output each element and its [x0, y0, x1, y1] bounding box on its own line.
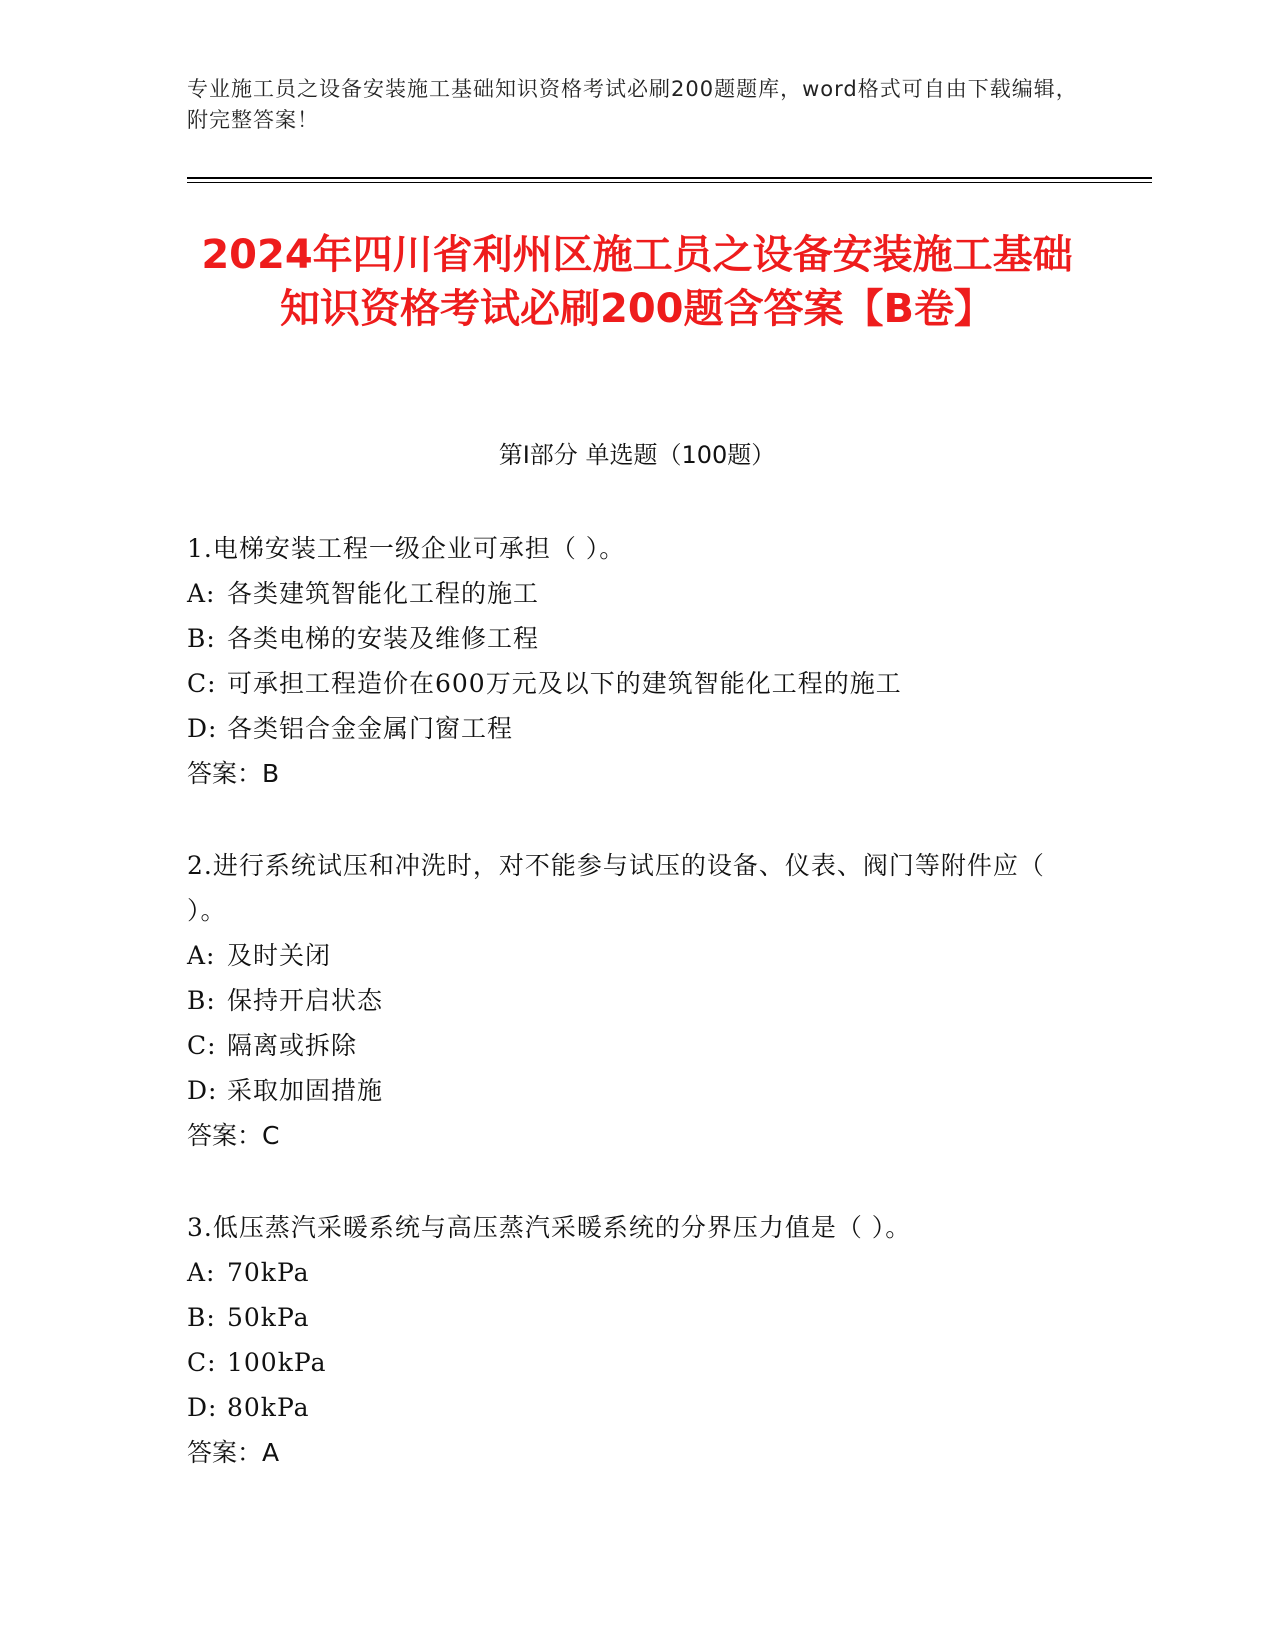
- option-key: A:: [187, 941, 216, 970]
- option-text: 各类建筑智能化工程的施工: [227, 579, 540, 608]
- option-text: 70kPa: [227, 1258, 310, 1287]
- question-2: [187, 843, 1067, 1158]
- option-text: 及时关闭: [227, 941, 332, 970]
- section-title: 第Ⅰ部分 单选题（100题）: [498, 441, 776, 469]
- option-text: 80kPa: [227, 1393, 310, 1422]
- option-key: B:: [187, 624, 216, 653]
- option-a: [187, 933, 1067, 978]
- option-text: 保持开启状态: [227, 986, 384, 1015]
- option-text: 采取加固措施: [227, 1076, 384, 1105]
- header-note: 专业施工员之设备安装施工基础知识资格考试必刷200题题库，word格式可自由下载编辑，附完整答案！: [187, 77, 1078, 132]
- question-1: [187, 526, 1067, 796]
- answer-line: 答案：B: [187, 759, 280, 788]
- option-d: [187, 1068, 1067, 1113]
- option-a: [187, 1250, 1067, 1295]
- option-key: B:: [187, 1303, 216, 1332]
- answer-line: 答案：A: [187, 1438, 280, 1467]
- header-divider-thin: [187, 182, 1152, 183]
- question-list: [187, 526, 1067, 1522]
- option-key: A:: [187, 1258, 216, 1287]
- option-text: 50kPa: [227, 1303, 310, 1332]
- question-stem: 3.低压蒸汽采暖系统与高压蒸汽采暖系统的分界压力值是（ ）。: [187, 1213, 912, 1242]
- option-b: [187, 978, 1067, 1023]
- option-key: D:: [187, 1393, 218, 1422]
- option-key: C:: [187, 669, 217, 698]
- option-d: [187, 1385, 1067, 1430]
- question-stem: 1.电梯安装工程一级企业可承担（ ）。: [187, 534, 626, 563]
- option-b: [187, 616, 1067, 661]
- option-text: 可承担工程造价在600万元及以下的建筑智能化工程的施工: [227, 669, 902, 698]
- question-3: [187, 1205, 1067, 1475]
- option-b: [187, 1295, 1067, 1340]
- option-c: [187, 1340, 1067, 1385]
- option-text: 100kPa: [227, 1348, 327, 1377]
- option-d: [187, 706, 1067, 751]
- document-title: 2024年四川省利州区施工员之设备安装施工基础知识资格考试必刷200题含答案【B卷】: [201, 232, 1073, 332]
- option-c: [187, 1023, 1067, 1068]
- option-key: D:: [187, 714, 218, 743]
- option-c: [187, 661, 1067, 706]
- option-a: [187, 571, 1067, 616]
- question-stem: 2.进行系统试压和冲洗时，对不能参与试压的设备、仪表、阀门等附件应（ ）。: [187, 851, 1045, 925]
- option-key: B:: [187, 986, 216, 1015]
- option-text: 各类电梯的安装及维修工程: [227, 624, 540, 653]
- header-divider-thick: [187, 177, 1152, 179]
- option-key: D:: [187, 1076, 218, 1105]
- option-key: C:: [187, 1031, 217, 1060]
- option-text: 隔离或拆除: [227, 1031, 358, 1060]
- option-key: C:: [187, 1348, 217, 1377]
- option-text: 各类铝合金金属门窗工程: [227, 714, 514, 743]
- answer-line: 答案：C: [187, 1121, 280, 1150]
- option-key: A:: [187, 579, 216, 608]
